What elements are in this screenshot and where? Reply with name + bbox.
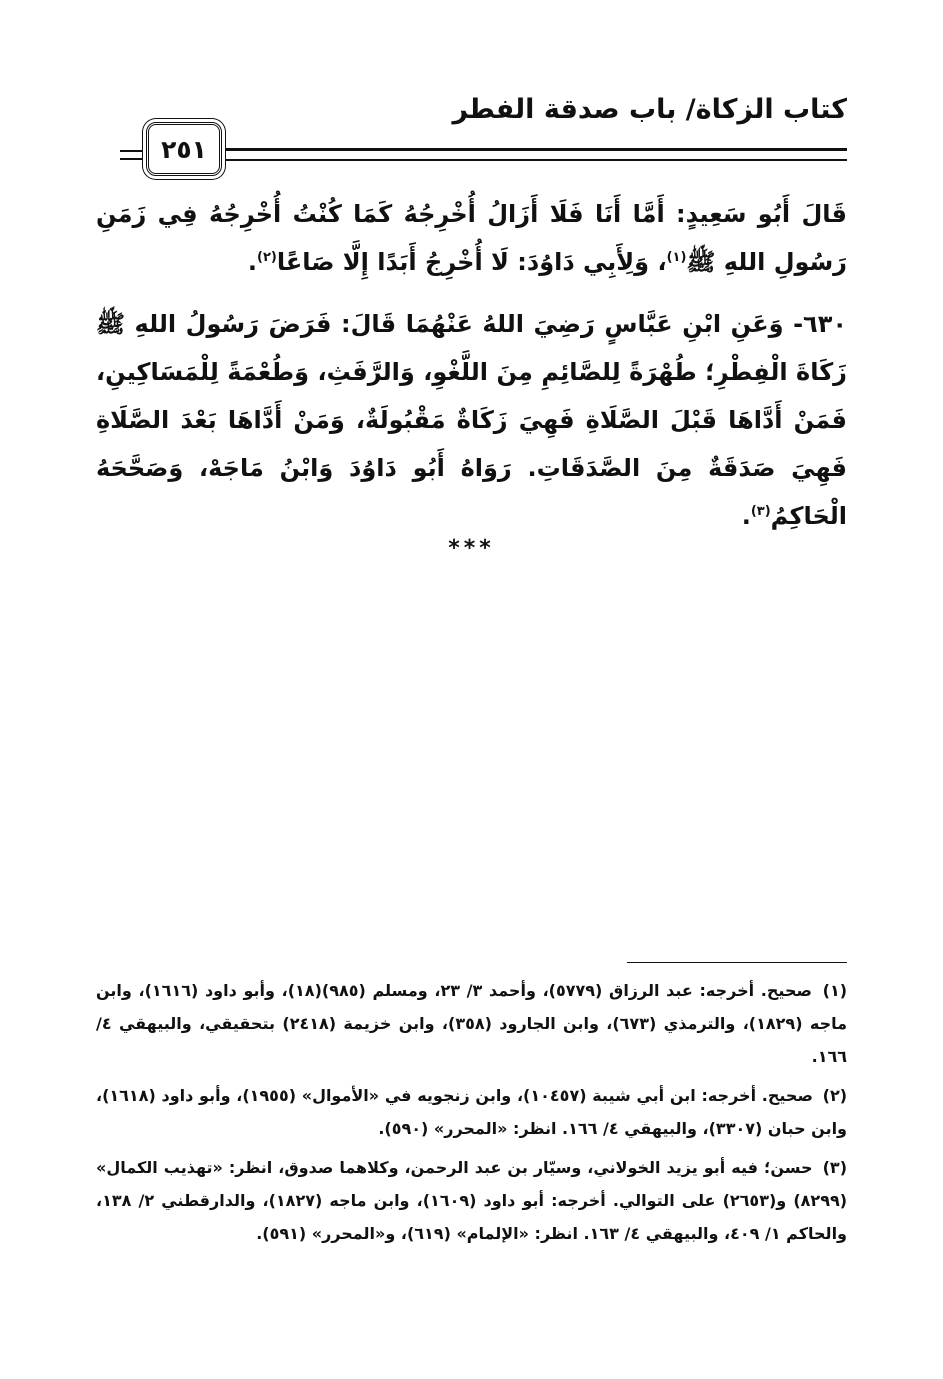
hadith-1-text-cont: ، وَلِأَبِي دَاوُدَ: لَا أُخْرِجُ أَبَدًا إِلَّا صَاعًا <box>276 248 667 276</box>
footnote-1-number: (١) <box>822 981 848 1000</box>
hadith-1-end: . <box>247 248 257 276</box>
page-header <box>96 84 847 164</box>
footnote-3-text: حسن؛ فيه أبو يزيد الخولاني، وسيّار بن عبد الرحمن، وكلاهما صدوق، انظر: «تهذيب الكمال» (٨٢٩٩) و(٢٦٥٣) على التوالي. أخرجه: أبو داود (١٦٠٩)، وابن ماجه (١٨٢٧)، والدارقطني ٢/ ١٣٨، والحاكم ١/ ٤٠٩، والبيهقي ٤/ ١٦٣. انظر: «الإلمام» (٦١٩)، و«المحرر» (٥٩١). <box>96 1158 848 1243</box>
header-rule-right <box>222 148 847 161</box>
chapter-title: كتاب الزكاة/ باب صدقة الفطر <box>452 94 847 125</box>
header-rule <box>96 134 847 174</box>
hadith-1-text: قَالَ أَبُو سَعِيدٍ: أَمَّا أَنَا فَلَا أَزَالُ أُخْرِجُهُ كَمَا كُنْتُ أُخْرِجُهُ فِي زَمَنِ رَسُولِ اللهِ ﷺ <box>96 200 847 276</box>
footnotes <box>96 974 847 1256</box>
hadith-paragraph-1 <box>96 190 847 286</box>
footnote-1 <box>96 974 847 1073</box>
main-text <box>96 190 847 540</box>
hadith-paragraph-2 <box>96 300 847 540</box>
page-number: ٢٥١ <box>146 122 222 176</box>
footnote-divider <box>627 962 847 963</box>
section-separator: *** <box>448 536 495 561</box>
footnote-ref-2[interactable]: (٢) <box>257 250 277 265</box>
footnote-3 <box>96 1151 847 1250</box>
header-rule-left <box>120 150 142 160</box>
footnote-2 <box>96 1079 847 1145</box>
footnote-2-number: (٢) <box>822 1086 848 1105</box>
footnote-1-text: صحيح. أخرجه: عبد الرزاق (٥٧٧٩)، وأحمد ٣/ ٢٣، ومسلم (٩٨٥)(١٨)، وأبو داود (١٦١٦)، وابن ماجه (١٨٢٩)، والترمذي (٦٧٣)، وابن الجارود (٣٥٨)، وابن خزيمة (٢٤١٨) بتحقيقي، والبيهقي ٤/ ١٦٦. <box>96 981 848 1066</box>
hadith-2-end: . <box>741 502 751 530</box>
footnote-ref-1[interactable]: (١) <box>666 250 687 265</box>
footnote-2-text: صحيح. أخرجه: ابن أبي شيبة (١٠٤٥٧)، وابن زنجويه في «الأموال» (١٩٥٥)، وأبو داود (١٦١٨)، وابن حبان (٣٣٠٧)، والبيهقي ٤/ ١٦٦. انظر: «المحرر» (٥٩٠). <box>96 1086 847 1138</box>
hadith-2-text: ٦٣٠- وَعَنِ ابْنِ عَبَّاسٍ رَضِيَ اللهُ عَنْهُمَا قَالَ: فَرَضَ رَسُولُ اللهِ ﷺ زَكَاةَ الْفِطْرِ؛ طُهْرَةً لِلصَّائِمِ مِنَ اللَّغْوِ، وَالرَّفَثِ، وَطُعْمَةً لِلْمَسَاكِينِ، فَمَنْ أَدَّاهَا قَبْلَ الصَّلَاةِ فَهِيَ زَكَاةٌ مَقْبُولَةٌ، وَمَنْ أَدَّاهَا بَعْدَ الصَّلَاةِ فَهِيَ صَدَقَةٌ مِنَ الصَّدَقَاتِ. رَوَاهُ أَبُو دَاوُدَ وَابْنُ مَاجَهْ، وَصَحَّحَهُ الْحَاكِمُ <box>96 310 847 530</box>
footnote-3-number: (٣) <box>822 1158 847 1177</box>
footnote-ref-3[interactable]: (٣) <box>750 504 771 519</box>
